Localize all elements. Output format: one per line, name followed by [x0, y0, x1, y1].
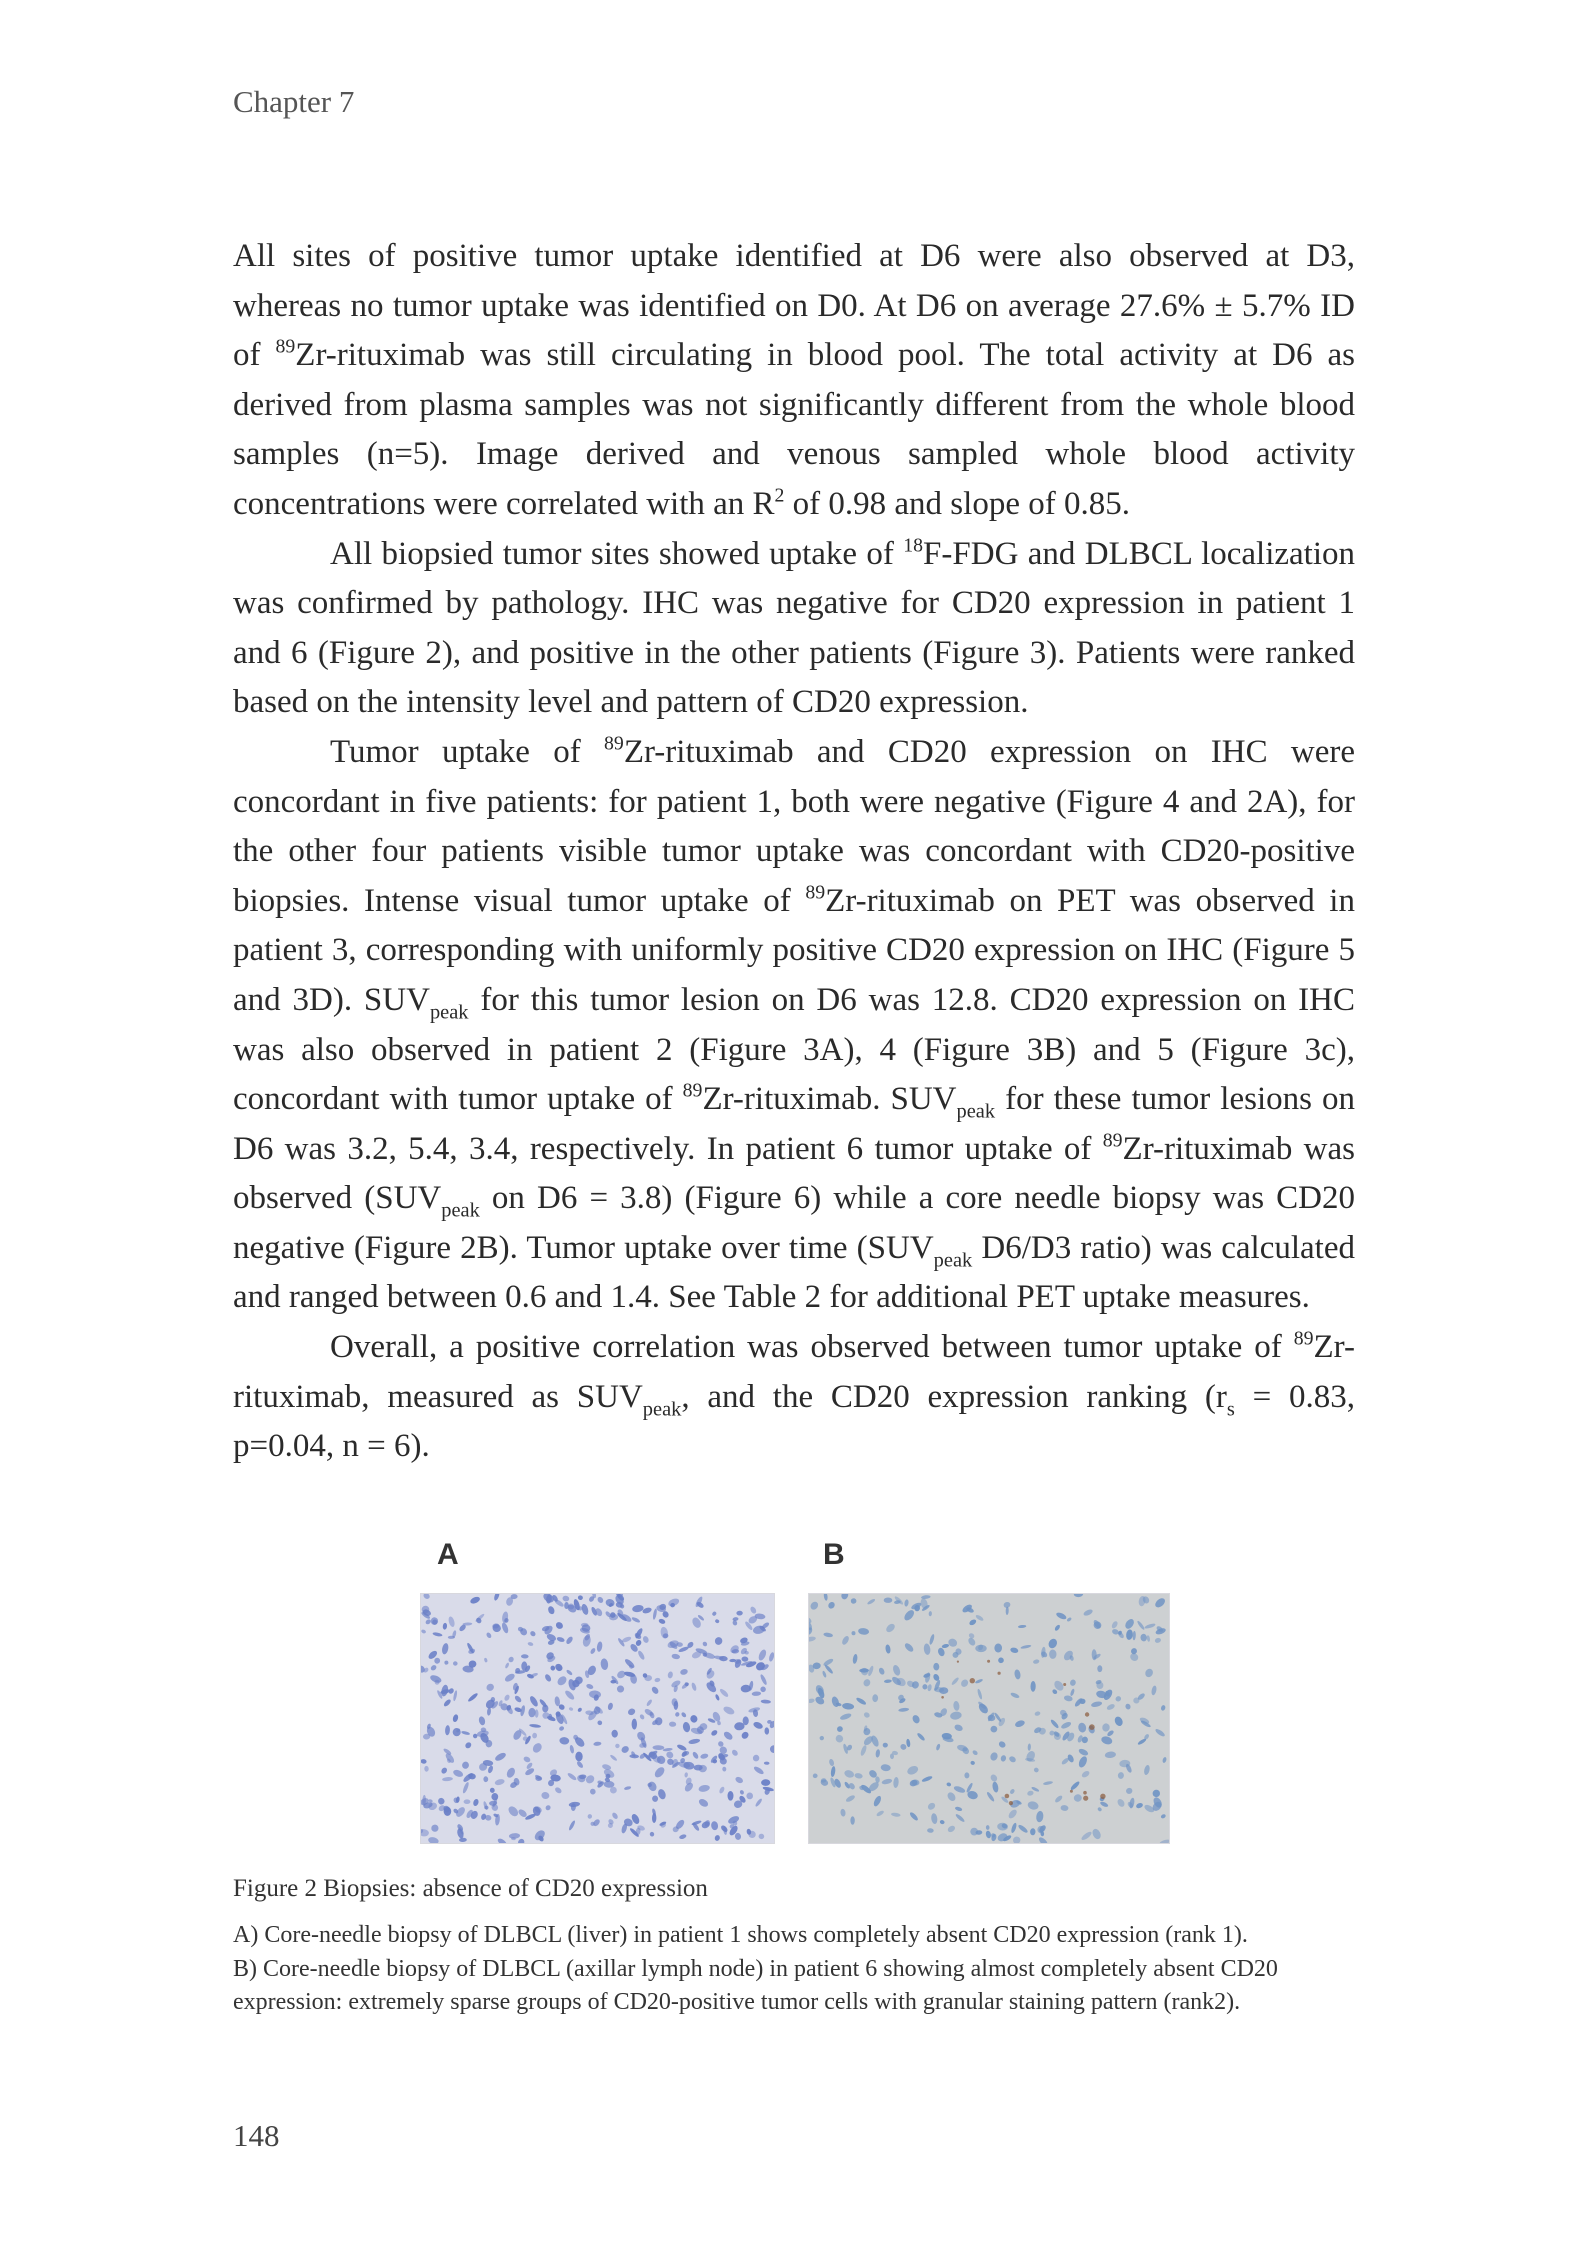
figure-panel-a-label: A — [437, 1538, 459, 1571]
figure-caption-title: Figure 2 Biopsies: absence of CD20 expression — [233, 1875, 708, 1902]
paragraph-1: All sites of positive tumor uptake identified at D6 were also observed at D3, whereas no tumor uptake was identified on D0. At D6 on average 27.6% ± 5.7% ID of $^{89}$Zr-rituximab was still circulating in blood pool. The total activity at D6 as derived from plasma samples was not significantly different from the whole blood samples (n=5). Image derived and venous sampled whole blood activity concentrations were correlated with an $R^2$ of 0.98 and slope of 0.85. — [233, 238, 1355, 522]
micrograph-b-image — [809, 1594, 1169, 1843]
micrograph-panel-b — [808, 1593, 1170, 1844]
paragraph-3: Tumor uptake of $^{89}$Zr-rituximab and CD20 expression on IHC were concordant in five patients: for patient 1, both were negative (Figure 4 and 2A), for the other four patients visible tumor uptake was concordant with CD20-positive biopsies. Intense visual tumor uptake of $^{89}$Zr-rituximab on PET was observed in patient 3, corresponding with uniformly positive CD20 expression on IHC (Figure 5 and 3D). $SUV_{peak}$ for this tumor lesion on D6 was 12.8. CD20 expression on IHC was also observed in patient 2 (Figure 3A), 4 (Figure 3B) and 5 (Figure 3c), concordant with tumor uptake of $^{89}$Zr-rituximab. $SUV_{peak}$ for these tumor lesions on D6 was 3.2, 5.4, 3.4, respectively. In patient 6 tumor uptake of $^{89}$Zr-rituximab was observed ($SUV_{peak}$ on D6 = 3.8) (Figure 6) while a core needle biopsy was CD20 negative (Figure 2B). Tumor uptake over time ($SUV_{peak}$ D6/D3 ratio) was calculated and ranged between 0.6 and 1.4. See Table 2 for additional PET uptake measures. — [233, 732, 1356, 1316]
paragraph-4: Overall, a positive correlation was observed between tumor uptake of $^{89}$Zr-rituximab, measured as $SUV_{peak}$, and the CD20 expression ranking ($r_s = 0.83$, p=0.04, n = 6). — [233, 1327, 1355, 1465]
figure-caption — [233, 1919, 1358, 2020]
running-header: Chapter 7 — [233, 84, 355, 119]
micrograph-panel-a — [420, 1593, 775, 1844]
paragraph-2: All biopsied tumor sites showed uptake of $^{18}$F-FDG and DLBCL localization was confirmed by pathology. IHC was negative for CD20 expression in patient 1 and 6 (Figure 2), and positive in the other patients (Figure 3). Patients were ranked based on the intensity level and pattern of CD20 expression. — [233, 534, 1355, 721]
body-text — [233, 232, 1355, 1472]
caption-panel-a: A) Core-needle biopsy of DLBCL (liver) in patient 1 shows completely absent CD20 expression (rank 1). — [233, 1922, 1248, 1948]
micrograph-a-image — [421, 1594, 774, 1843]
caption-panel-b: B) Core-needle biopsy of DLBCL (axillar lymph node) in patient 6 showing almost completely absent CD20 expression: extremely sparse groups of CD20-positive tumor cells with granular staining pattern (rank2). — [233, 1955, 1278, 2015]
page-number: 148 — [233, 2118, 280, 2153]
figure-panel-b-label: B — [823, 1538, 845, 1571]
